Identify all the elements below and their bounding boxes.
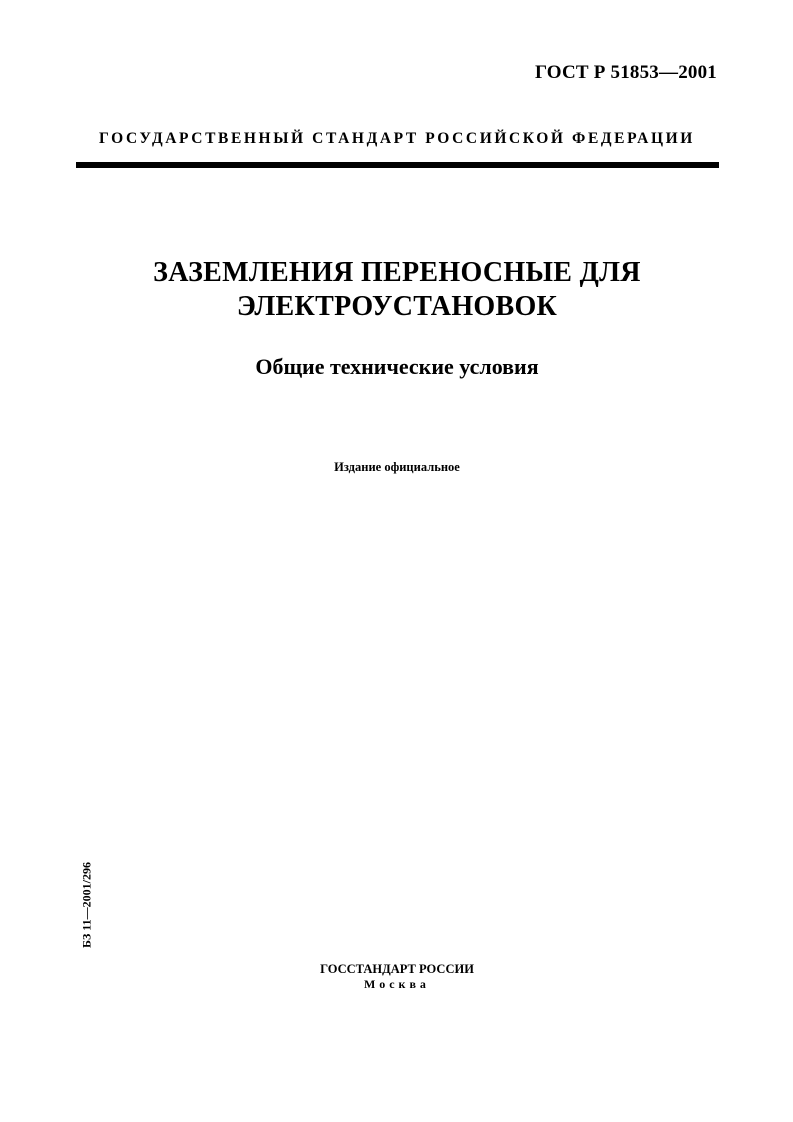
- title-line-2: ЭЛЕКТРОУСТАНОВОК: [236, 291, 558, 322]
- document-code: ГОСТ Р 51853—2001: [534, 62, 717, 83]
- document-title: [76, 256, 718, 324]
- edition-label: Издание официальное: [334, 460, 460, 474]
- title-line-1: ЗАЗЕМЛЕНИЯ ПЕРЕНОСНЫЕ ДЛЯ: [153, 257, 641, 288]
- header-rule: [76, 162, 719, 168]
- catalog-code: [72, 862, 102, 948]
- issuer-heading: ГОСУДАРСТВЕННЫЙ СТАНДАРТ РОССИЙСКОЙ ФЕДЕРАЦИИ: [99, 130, 695, 147]
- document-subtitle: Общие технические условия: [255, 354, 539, 379]
- publisher-block: [76, 962, 718, 992]
- publisher-name: ГОССТАНДАРТ РОССИИ: [320, 962, 474, 976]
- catalog-code-text: БЗ 11—2001/296: [79, 862, 94, 948]
- publisher-city: Москва: [364, 977, 430, 991]
